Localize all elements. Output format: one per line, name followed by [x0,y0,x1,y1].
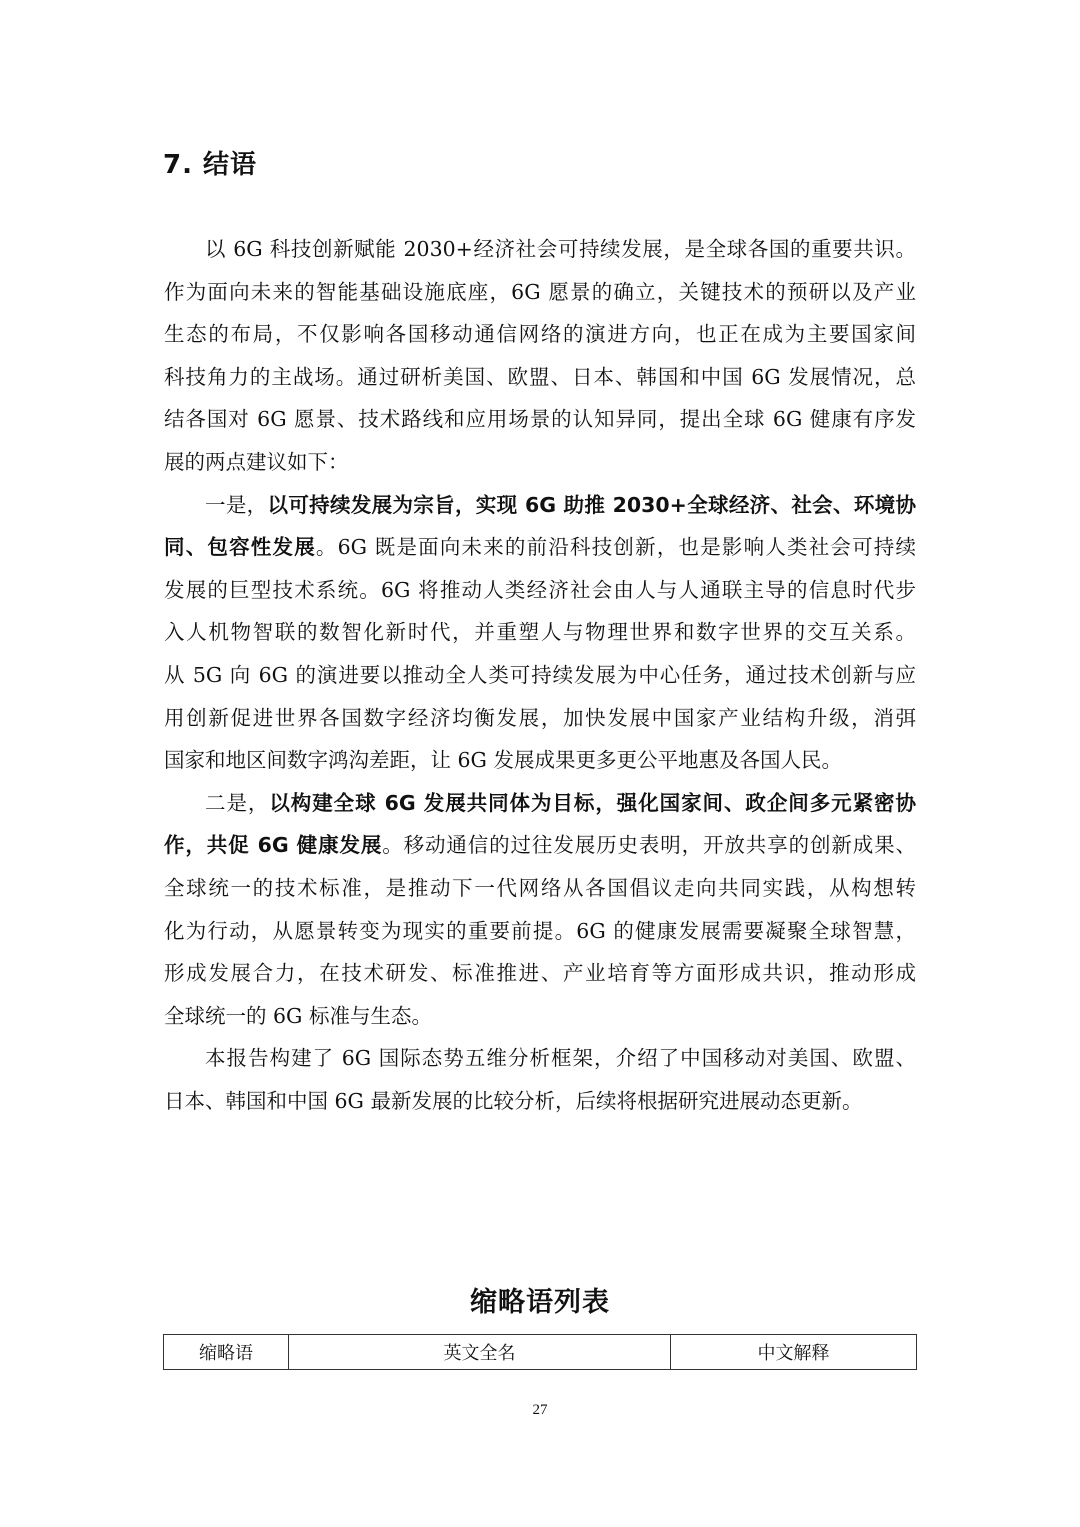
bold-text: 同、包容性发展 [164,535,316,560]
paragraph-line [164,271,916,314]
paragraph-line [164,910,916,953]
paragraph-line [164,441,916,484]
text: 科技角力的主战场。通过研析美国、欧盟、日本、韩国和中国 6G 发展情况，总 [164,364,916,389]
paragraph-line [164,867,916,910]
abbreviation-table [163,1334,917,1370]
text: 生态的布局，不仅影响各国移动通信网络的演进方向，也正在成为主要国家间 [164,322,916,347]
text: 展的两点建议如下： [164,449,349,474]
text: 国家和地区间数字鸿沟差距，让 6G 发展成果更多更公平地惠及各国人民。 [164,748,842,773]
abbreviation-table-title: 缩略语列表 [470,1287,610,1318]
text: 形成发展合力，在技术研发、标准推进、产业培育等方面形成共识，推动形成 [164,961,916,986]
text: 结各国对 6G 愿景、技术路线和应用场景的认知异同，提出全球 6G 健康有序发 [164,407,916,432]
paragraph-line [164,569,916,612]
bold-text: 以可持续发展为宗旨，实现 6G 助推 2030+全球经济、社会、环境协 [267,492,916,517]
table-header-row [164,1335,917,1370]
paragraph-line [164,824,916,867]
bold-text: 以构建全球 6G 发展共同体为目标，强化国家间、政企间多元紧密协 [269,790,916,815]
paragraph-line [164,654,916,697]
text: 二是， [205,790,270,815]
paragraph-line [164,952,916,995]
text: 化为行动，从愿景转变为现实的重要前提。6G 的健康发展需要凝聚全球智慧， [164,918,916,943]
paragraph-line [164,1037,916,1080]
text: 。6G 既是面向未来的前沿科技创新，也是影响人类社会可持续 [315,535,916,560]
page-number: 27 [532,1402,548,1418]
paragraph-line [164,697,916,740]
text: 全球统一的 6G 标准与生态。 [164,1003,432,1028]
header-english-full-name: 英文全名 [289,1335,671,1370]
paragraph-line [164,526,916,569]
paragraph-line [164,611,916,654]
text: 作为面向未来的智能基础设施底座，6G 愿景的确立，关键技术的预研以及产业 [164,279,916,304]
conclusion-body [164,228,916,1122]
text: 从 5G 向 6G 的演进要以推动全人类可持续发展为中心任务，通过技术创新与应 [164,662,916,687]
paragraph-line [164,995,916,1038]
paragraph [164,228,916,484]
paragraph-line [164,739,916,782]
paragraph-line [164,782,916,825]
paragraph [164,782,916,1038]
text: 一是， [205,492,268,517]
text: 发展的巨型技术系统。6G 将推动人类经济社会由人与人通联主导的信息时代步 [164,577,916,602]
text: 以 6G 科技创新赋能 2030+经济社会可持续发展，是全球各国的重要共识。 [205,237,916,261]
paragraph [164,484,916,782]
text: 本报告构建了 6G 国际态势五维分析框架，介绍了中国移动对美国、欧盟、 [205,1046,916,1071]
text: 全球统一的技术标准，是推动下一代网络从各国倡议走向共同实践，从构想转 [164,875,916,900]
text: 用创新促进世界各国数字经济均衡发展，加快发展中国家产业结构升级，消弭 [164,705,916,730]
paragraph-line [164,1080,916,1123]
header-abbreviation: 缩略语 [164,1335,289,1370]
paragraph-line [164,313,916,356]
paragraph-line [164,228,916,271]
section-title: 7. 结语 [163,150,258,180]
paragraph [164,1037,916,1122]
bold-text: 作，共促 6G 健康发展 [164,833,383,858]
text: 。移动通信的过往发展历史表明，开放共享的创新成果、 [382,833,916,858]
header-chinese-explanation: 中文解释 [671,1335,917,1370]
paragraph-line [164,398,916,441]
paragraph-line [164,484,916,527]
paragraph-line [164,356,916,399]
text: 日本、韩国和中国 6G 最新发展的比较分析，后续将根据研究进展动态更新。 [164,1088,863,1113]
text: 入人机物智联的数智化新时代，并重塑人与物理世界和数字世界的交互关系。 [164,620,916,645]
